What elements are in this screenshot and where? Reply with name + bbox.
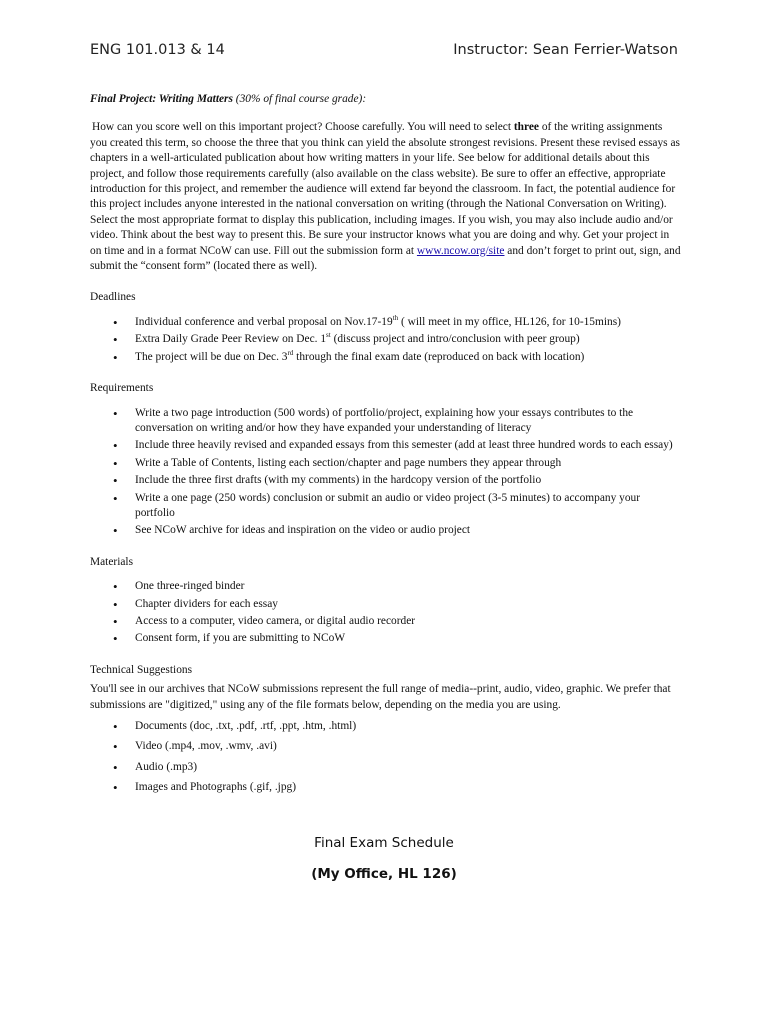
list-item: [90, 332, 682, 347]
deadline-text: ( will meet in my office, HL126, for 10-15mins): [398, 315, 621, 328]
list-item: • Include three heavily revised and expanded essays from this semester (add at least three hundred words to each essay): [90, 438, 682, 453]
list-item: • Access to a computer, video camera, or digital audio recorder: [90, 614, 682, 629]
project-weight: (30% of final course grade):: [235, 93, 367, 105]
ordinal-suffix: rd: [287, 348, 294, 357]
list-item: [90, 350, 682, 365]
list-item: • One three-ringed binder: [90, 579, 682, 594]
deadline-text: through the final exam date (reproduced on back with location): [293, 350, 585, 363]
deadlines-list: [90, 315, 682, 365]
project-title-text: Final Project: Writing Matters: [90, 93, 233, 105]
intro-paragraph: [90, 120, 682, 274]
file-formats-list: [90, 719, 682, 796]
list-item: [90, 315, 682, 330]
requirements-list: [90, 406, 682, 539]
deadline-text: The project will be due on Dec. 3: [135, 350, 288, 363]
ordinal-suffix: st: [326, 331, 331, 340]
requirements-heading: Requirements: [90, 382, 154, 395]
list-item: • Chapter dividers for each essay: [90, 597, 682, 612]
list-item: • Write a Table of Contents, listing each section/chapter and page numbers they appear through: [90, 456, 682, 471]
instructor-name: Instructor: Sean Ferrier-Watson: [453, 42, 678, 58]
final-exam-location: (My Office, HL 126): [311, 866, 457, 882]
deadline-text: Individual conference and verbal proposal on Nov.17-19: [135, 315, 393, 328]
technical-heading: Technical Suggestions: [90, 663, 193, 676]
list-item: • Audio (.mp3): [90, 760, 682, 775]
list-item: • Video (.mp4, .mov, .wmv, .avi): [90, 739, 682, 754]
intro-text-b: of the writing assignments you created this term, so choose the three that you think can yield the absolute strongest revisions. Present these revised essays as chapters in a well-articulated publication about how writing matters in your life. See below for additional details about this project, and follow those requirements carefully (also available on the class website). Be sure to offer an effective, appropriate introduction for this project, and remember the audience will extend far beyond the classroom. In fact, the potential audience for this project includes anyone interested in the national conversation on writing (through the National Conversation on Writing). Select the most appropriate format to display this publication, including images. If you wish, you may also include audio and/or video. Think about the best way to present this. Be sure your instructor knows what you are doing and why. Get your project in on time and in a format NCoW can use. Fill out the submission form at: [90, 121, 680, 257]
list-item: • Write a one page (250 words) conclusion or submit an audio or video project (3-5 minutes) to accompany your portfolio: [90, 491, 682, 522]
list-item: • Include the three first drafts (with my comments) in the hardcopy version of the portfolio: [90, 473, 682, 488]
technical-text: You'll see in our archives that NCoW submissions represent the full range of media--print, audio, video, graphic. We prefer that submissions are "digitized," using any of the file formats below, depending on the media you are using.: [90, 683, 671, 711]
project-title: [90, 92, 682, 107]
intro-text-a: How can you score well on this important project? Choose carefully. You will need to select: [92, 121, 514, 134]
list-item: • Consent form, if you are submitting to NCoW: [90, 631, 682, 646]
list-item: • Images and Photographs (.gif, .jpg): [90, 780, 682, 795]
ordinal-suffix: th: [392, 314, 399, 323]
page-header: [90, 42, 678, 64]
final-exam-title: Final Exam Schedule: [314, 835, 454, 851]
list-item: • Write a two page introduction (500 words) of portfolio/project, explaining how your essays contributes to the conversation on writing and/or how they have expanded your understanding of literacy: [90, 406, 682, 437]
materials-list: [90, 579, 682, 647]
intro-text-c: and don’t forget to print out, sign, and submit the “consent form” (located there as well).: [90, 244, 681, 273]
list-item: • Documents (doc, .txt, .pdf, .rtf, .ppt, .htm, .html): [90, 719, 682, 734]
document-body: [90, 92, 682, 801]
list-item: • See NCoW archive for ideas and inspiration on the video or audio project: [90, 523, 682, 538]
deadlines-heading: Deadlines: [90, 291, 136, 304]
intro-bold-three: three: [513, 121, 539, 134]
materials-heading: Materials: [90, 555, 134, 568]
deadline-text: Extra Daily Grade Peer Review on Dec. 1: [135, 333, 327, 346]
course-code: ENG 101.013 & 14: [90, 42, 225, 58]
ncow-link[interactable]: www.ncow.org/site: [416, 244, 505, 257]
deadline-text: (discuss project and intro/conclusion with peer group): [330, 333, 580, 346]
